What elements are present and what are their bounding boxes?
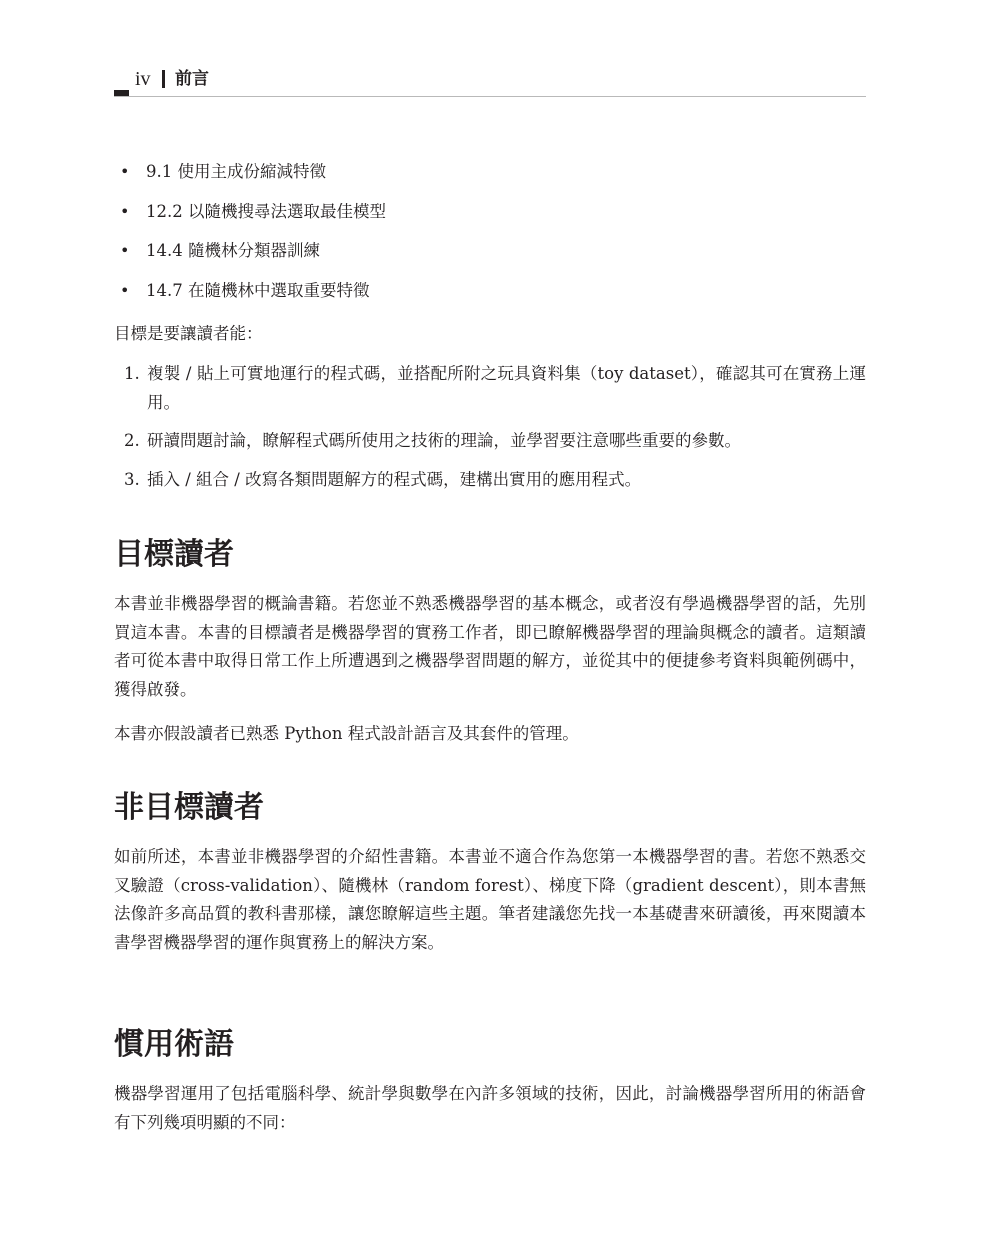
goal-number: 1. [124, 364, 140, 383]
header-separator [162, 70, 165, 88]
goal-item [124, 360, 866, 417]
recipe-text: 9.1 使用主成份縮減特徵 [146, 162, 326, 181]
conventions-paragraph: 機器學習運用了包括電腦科學、統計學與數學在內許多領域的技術，因此，討論機器學習所用的術語會有下列幾項明顯的不同： [114, 1084, 866, 1132]
recipe-text: 12.2 以隨機搜尋法選取最佳模型 [146, 201, 386, 221]
chapter-title: 前言 [175, 69, 209, 89]
section-heading-conventions: 慣用術語 [114, 1027, 234, 1062]
recipe-item [120, 276, 386, 316]
page-number: iv [135, 68, 151, 90]
goals-intro: 目標是要讓讀者能： [114, 324, 263, 343]
recipe-item [120, 197, 386, 237]
goal-item [124, 427, 866, 456]
goal-number: 3. [124, 469, 140, 489]
bullet-icon: • [120, 201, 130, 221]
recipe-text: 14.4 隨機林分類器訓練 [146, 241, 320, 260]
goal-text: 複製 / 貼上可實地運行的程式碼，並搭配所附之玩具資料集（toy dataset），確認其可在實務上運用。 [147, 364, 866, 412]
bullet-icon: • [120, 162, 130, 181]
goal-number: 2. [124, 431, 140, 450]
goal-item [124, 466, 866, 495]
section-heading-target-readers: 目標讀者 [114, 537, 234, 572]
target-readers-paragraph: 本書亦假設讀者已熟悉 Python 程式設計語言及其套件的管理。 [114, 724, 579, 743]
page-header [114, 66, 866, 97]
goals-list [124, 360, 866, 494]
bullet-icon: • [120, 280, 130, 300]
non-target-readers-paragraph: 如前所述，本書並非機器學習的介紹性書籍。本書並不適合作為您第一本機器學習的書。若您不熟悉交叉驗證（cross-validation）、隨機林（random forest）、梯度下降（gradient descent），則本書無法像許多高品質的教科書那樣，讓您瞭解這些主題。筆者建議您先找一本基礎書來研讀後，再來閱讀本書學習機器學習的運作與實務上的解決方案。 [114, 847, 866, 952]
recipe-list [120, 157, 386, 315]
recipe-text: 14.7 在隨機林中選取重要特徵 [146, 280, 370, 300]
target-readers-paragraph: 本書並非機器學習的概論書籍。若您並不熟悉機器學習的基本概念，或者沒有學過機器學習的話，先別買這本書。本書的目標讀者是機器學習的實務工作者，即已瞭解機器學習的理論與概念的讀者。這類讀者可從本書中取得日常工作上所遭遇到之機器學習問題的解方，並從其中的便捷參考資料與範例碼中，獲得啟發。 [114, 594, 866, 699]
goal-text: 插入 / 組合 / 改寫各類問題解方的程式碼，建構出實用的應用程式。 [147, 469, 642, 489]
recipe-item [120, 157, 386, 197]
section-heading-non-target-readers: 非目標讀者 [114, 790, 264, 825]
bullet-icon: • [120, 241, 130, 260]
goal-text: 研讀問題討論，瞭解程式碼所使用之技術的理論，並學習要注意哪些重要的參數。 [147, 431, 741, 450]
header-mark [114, 90, 129, 96]
recipe-item [120, 236, 386, 276]
